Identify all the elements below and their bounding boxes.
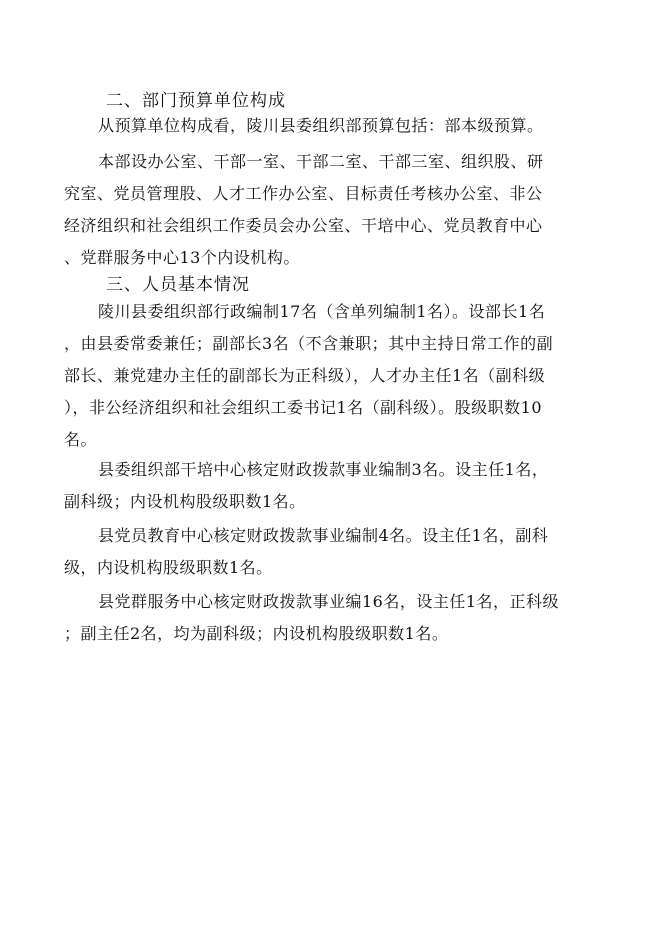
text-line: 本部设办公室、干部一室、干部二室、干部三室、组织股、研 — [98, 152, 544, 171]
text-line: 副科级；内设机构股级职数1名。 — [64, 492, 306, 511]
paragraph-training-center — [64, 454, 584, 518]
text-line: 名。 — [64, 430, 98, 449]
text-line: 从预算单位构成看，陵川县委组织部预算包括：部本级预算。 — [98, 116, 544, 135]
text-line: 部长、兼党建办主任的副部长为正科级），人才办主任1名（副科级 — [64, 366, 546, 385]
text-line: 陵川县委组织部行政编制17名（含单列编制1名）。设部长1名 — [98, 302, 546, 321]
paragraph-party-service-center — [64, 586, 584, 650]
text-line: 、党群服务中心13个内设机构。 — [64, 248, 300, 267]
paragraph-party-education-center — [64, 520, 584, 584]
paragraph-budget-units — [64, 110, 584, 142]
section-heading-staff-info: 三、人员基本情况 — [106, 275, 250, 295]
text-line: ，由县委常委兼任；副部长3名（不含兼职；其中主持日常工作的副 — [64, 334, 554, 353]
text-line: 级，内设机构股级职数1名。 — [64, 558, 273, 577]
text-line: ），非公经济组织和社会组织工委书记1名（副科级）。股级职数10 — [64, 398, 543, 417]
text-line: 究室、党员管理股、人才工作办公室、目标责任考核办公室、非公 — [64, 184, 543, 203]
text-line: 县委组织部干培中心核定财政拨款事业编制3名。设主任1名， — [98, 460, 549, 479]
text-line: 县党群服务中心核定财政拨款事业编16名，设主任1名，正科级 — [98, 592, 560, 611]
section-heading-unit-composition: 二、部门预算单位构成 — [106, 91, 286, 111]
text-line: ；副主任2名，均为副科级；内设机构股级职数1名。 — [64, 624, 449, 643]
text-line: 经济组织和社会组织工作委员会办公室、干培中心、党员教育中心 — [64, 216, 543, 235]
paragraph-internal-institutions — [64, 146, 584, 274]
text-line: 县党员教育中心核定财政拨款事业编制4名。设主任1名，副科 — [98, 526, 549, 545]
paragraph-administrative-staffing — [64, 296, 584, 456]
